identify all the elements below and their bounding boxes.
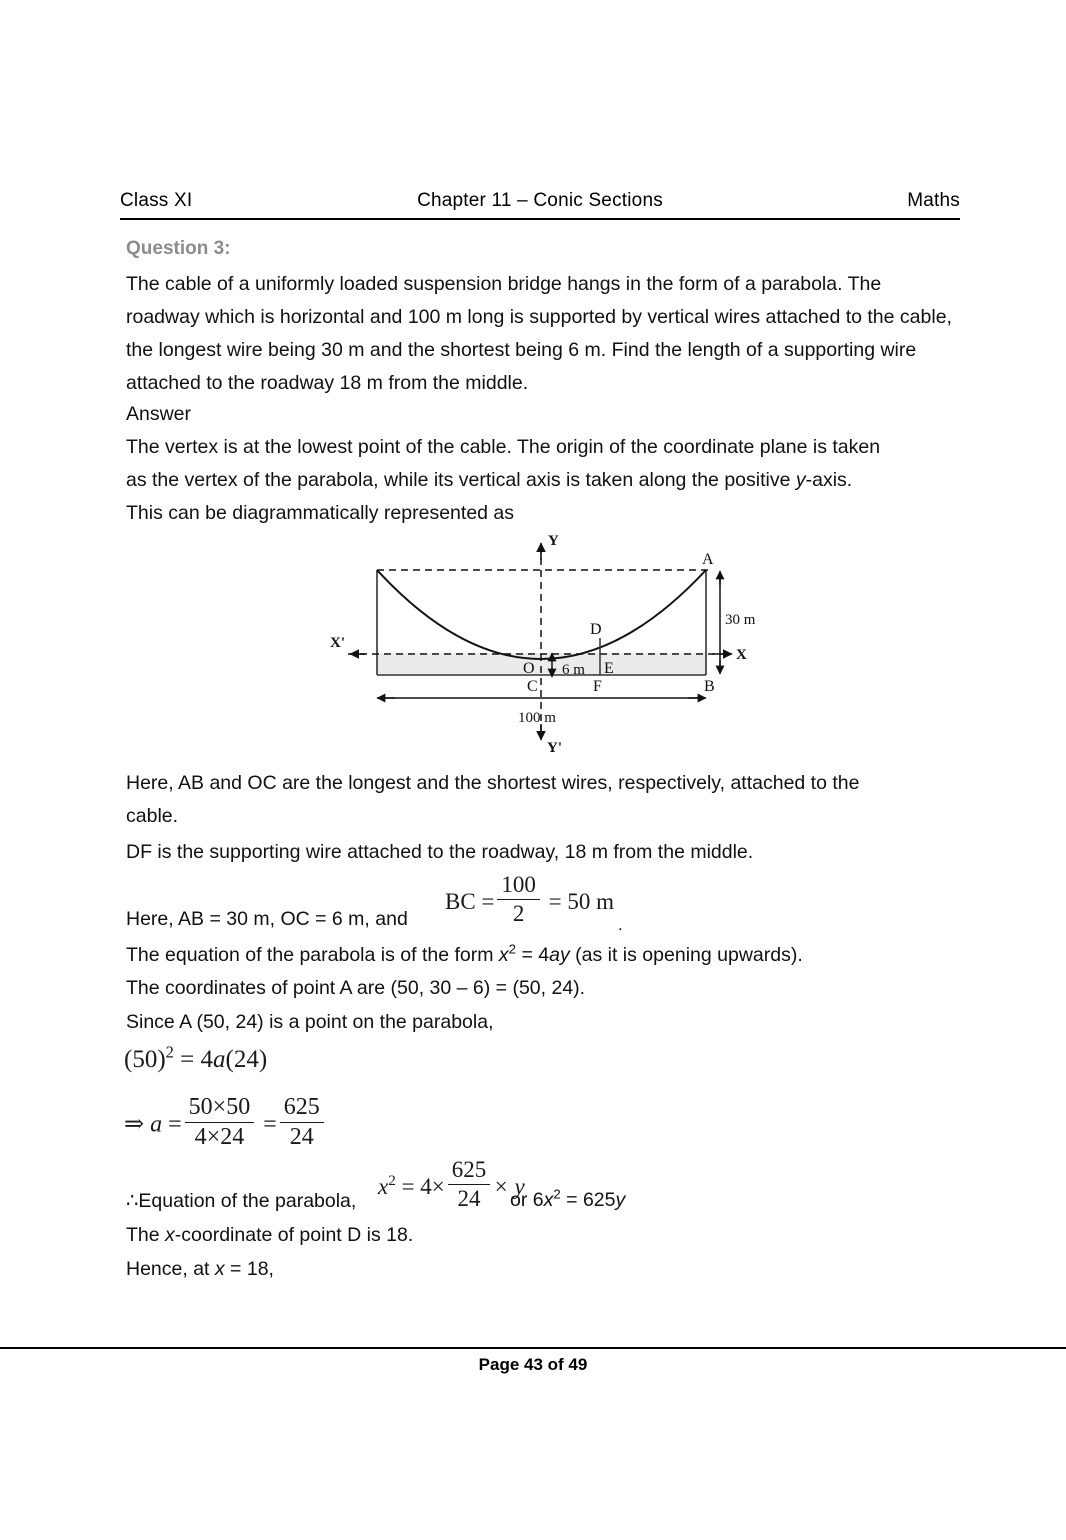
eq1-exponent: 2 — [165, 1042, 174, 1062]
label-E: E — [604, 660, 614, 677]
eq2-f2-numerator: 625 — [280, 1094, 324, 1123]
eq2-arrow: ⇒ — [124, 1111, 145, 1138]
eq-or-pre: or 6 — [510, 1189, 544, 1211]
header-subject: Maths — [907, 190, 960, 211]
eq3-equals: = 4× — [401, 1173, 445, 1199]
label-30m: 30 m — [725, 612, 756, 628]
label-C: C — [527, 678, 538, 695]
form-post: (as it is opening upwards). — [569, 944, 803, 966]
answer-intro-line2 — [126, 469, 852, 492]
label-X-prime: X' — [330, 635, 345, 651]
label-X: X — [736, 647, 747, 663]
answer-intro-line2-pre: as the vertex of the parabola, while its vertical axis is taken along the positive — [126, 469, 796, 491]
label-O: O — [523, 660, 535, 677]
hence-at-x-text — [126, 1258, 274, 1281]
eq3-x: x — [378, 1173, 389, 1199]
eq2-equals-2: = — [263, 1111, 277, 1138]
label-B: B — [704, 678, 715, 695]
eq-or-x: x — [543, 1189, 554, 1211]
form-mid: = 4 — [516, 944, 550, 966]
answer-intro-line2-post: -axis. — [805, 469, 853, 491]
label-D: D — [590, 621, 602, 638]
diagram-lead-text: This can be diagrammatically represented as — [126, 502, 515, 524]
xcoord-post: -coordinate of point D is 18. — [174, 1224, 414, 1246]
eq2-f1-denominator: 4×24 — [194, 1123, 245, 1150]
header-class: Class XI — [120, 190, 193, 211]
label-Y-prime: Y' — [547, 740, 562, 756]
eq1-open: ( — [124, 1046, 133, 1073]
equation-of-parabola-label: ∴Equation of the parabola, — [126, 1190, 357, 1212]
eq2-a: a — [150, 1111, 163, 1138]
eq-or-y: y — [615, 1189, 626, 1211]
note-wires-line2: cable. — [126, 805, 179, 827]
label-A: A — [702, 551, 714, 568]
form-ay: ay — [549, 944, 570, 966]
form-exponent: 2 — [508, 941, 517, 957]
equation-1 — [124, 1042, 268, 1074]
equation-3 — [378, 1157, 525, 1212]
parabola-form-text — [126, 941, 803, 967]
eq2-fraction-1 — [185, 1094, 255, 1151]
eq1-equals: = — [180, 1046, 195, 1073]
eq-or-post: = 625 — [560, 1189, 616, 1211]
page-header — [120, 190, 960, 220]
equation-alt-form — [510, 1186, 626, 1212]
equation-bc — [445, 872, 614, 927]
question-text: The cable of a uniformly loaded suspension bridge hangs in the form of a parabola. The roadway which is horizontal and 100 m long is supported by vertical wires attached to the cable, the longest wire being 30 m and the shortest being 6 m. Find the length of a supporting wire attached to the roadway 18 m from the middle. — [126, 273, 952, 394]
eq3-times-y: × y — [493, 1173, 525, 1199]
eq3-x-exponent: 2 — [388, 1172, 396, 1190]
eq2-f1-numerator: 50×50 — [185, 1094, 255, 1123]
eq1-rhs-close: ) — [258, 1046, 268, 1073]
eq2-fraction-2 — [280, 1094, 324, 1151]
eq1-rhs-value: 24 — [233, 1046, 259, 1073]
bridge-parabola-diagram — [320, 528, 770, 768]
eq3-denominator: 24 — [457, 1185, 481, 1211]
note-wires-line1: Here, AB and OC are the longest and the shortest wires, respectively, attached to the — [126, 772, 860, 794]
header-row — [120, 190, 960, 216]
eq3-fraction — [448, 1157, 491, 1212]
form-x: x — [498, 944, 509, 966]
form-pre: The equation of the parabola is of the form — [126, 944, 499, 966]
label-100m: 100 m — [518, 710, 556, 726]
diagram-svg — [320, 528, 770, 768]
answer-intro-y-italic: y — [795, 469, 806, 491]
given-values-text: Here, AB = 30 m, OC = 6 m, and — [126, 908, 408, 930]
header-chapter: Chapter 11 – Conic Sections — [417, 190, 663, 211]
xcoord-x-italic: x — [165, 1224, 175, 1246]
eq1-value: 50 — [132, 1046, 158, 1073]
since-a-on-parabola: Since A (50, 24) is a point on the parabola, — [126, 1011, 494, 1033]
eq-bc-fraction — [497, 872, 540, 927]
eq-or-exponent: 2 — [553, 1186, 561, 1202]
eq1-coefficient: 4 — [200, 1046, 214, 1073]
x-coordinate-d-text — [126, 1224, 413, 1247]
label-F: F — [593, 678, 602, 695]
label-Y: Y — [548, 533, 559, 549]
hence-pre: Hence, at — [126, 1258, 215, 1280]
eq-bc-rhs: = 50 m — [548, 888, 615, 914]
equation-2 — [124, 1094, 327, 1151]
hence-x-italic: x — [214, 1258, 225, 1280]
eq-bc-denominator: 2 — [512, 900, 525, 926]
label-6m: 6 m — [562, 662, 585, 678]
eq-bc-lhs: BC = — [445, 888, 495, 914]
eq1-rhs-open: ( — [225, 1046, 234, 1073]
answer-intro-line1: The vertex is at the lowest point of the cable. The origin of the coordinate plane is taken — [126, 436, 881, 458]
eq1-close: ) — [157, 1046, 166, 1073]
eq-bc-numerator: 100 — [497, 872, 540, 900]
given-period: . — [618, 915, 623, 934]
page-number: Page 43 of 49 — [478, 1355, 588, 1374]
eq3-numerator: 625 — [448, 1157, 491, 1185]
footer-rule — [0, 1347, 1066, 1349]
coords-point-a: The coordinates of point A are (50, 30 – 6) = (50, 24). — [126, 977, 586, 999]
hence-post: = 18, — [224, 1258, 274, 1280]
eq2-equals-1: = — [168, 1111, 182, 1138]
eq1-a: a — [213, 1046, 226, 1073]
note-df: DF is the supporting wire attached to the roadway, 18 m from the middle. — [126, 841, 754, 863]
answer-heading: Answer — [126, 403, 192, 425]
eq2-f2-denominator: 24 — [289, 1123, 314, 1150]
question-label: Question 3: — [126, 238, 231, 259]
xcoord-pre: The — [126, 1224, 166, 1246]
